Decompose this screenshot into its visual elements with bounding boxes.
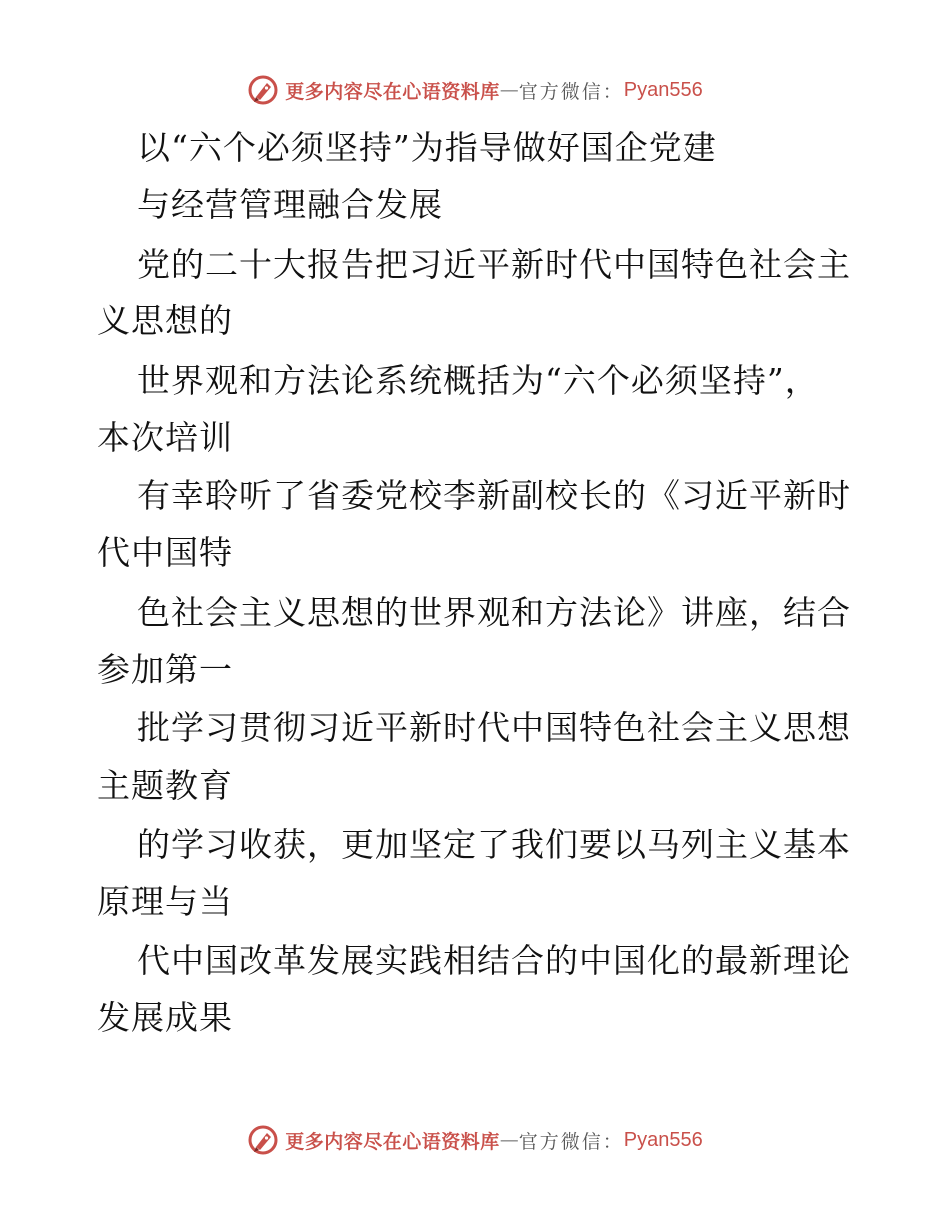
fountain-pen-logo-icon — [247, 1124, 279, 1156]
paragraph-line: 参加第一 — [97, 650, 233, 689]
paragraph-line: 本次培训 — [97, 418, 233, 457]
document-title-line-2: 与经营管理融合发展 — [137, 185, 443, 224]
watermark-separator: — — [499, 1129, 519, 1151]
paragraph-line: 发展成果 — [97, 998, 233, 1037]
watermark-separator: — — [499, 79, 519, 101]
watermark-wechat-id: Pyan556 — [623, 78, 703, 101]
watermark-wechat-id: Pyan556 — [623, 1128, 703, 1151]
paragraph-line: 党的二十大报告把习近平新时代中国特色社会主 — [137, 245, 851, 284]
paragraph-line: 批学习贯彻习近平新时代中国特色社会主义思想 — [137, 708, 851, 747]
document-title-line-1: 以“六个必须坚持”为指导做好国企党建 — [137, 128, 717, 167]
paragraph-line: 有幸聆听了省委党校李新副校长的《习近平新时 — [137, 476, 851, 515]
paragraph-line: 义思想的 — [97, 301, 233, 340]
watermark-brand: 更多内容尽在心语资料库 — [285, 80, 500, 103]
paragraph-line: 代中国改革发展实践相结合的中国化的最新理论 — [137, 941, 851, 980]
paragraph-line: 色社会主义思想的世界观和方法论》讲座，结合 — [137, 593, 851, 632]
paragraph-line: 代中国特 — [97, 533, 233, 572]
header-watermark — [0, 70, 950, 110]
paragraph-line: 世界观和方法论系统概括为“六个必须坚持”， — [137, 361, 819, 400]
paragraph-line: 主题教育 — [97, 766, 233, 805]
footer-watermark — [0, 1120, 950, 1160]
watermark-official-label: 官方微信： — [518, 80, 624, 103]
fountain-pen-logo-icon — [247, 74, 279, 106]
watermark-official-label: 官方微信： — [518, 1130, 624, 1153]
paragraph-line: 原理与当 — [97, 882, 233, 921]
watermark-brand: 更多内容尽在心语资料库 — [285, 1130, 500, 1153]
paragraph-line: 的学习收获，更加坚定了我们要以马列主义基本 — [137, 825, 851, 864]
